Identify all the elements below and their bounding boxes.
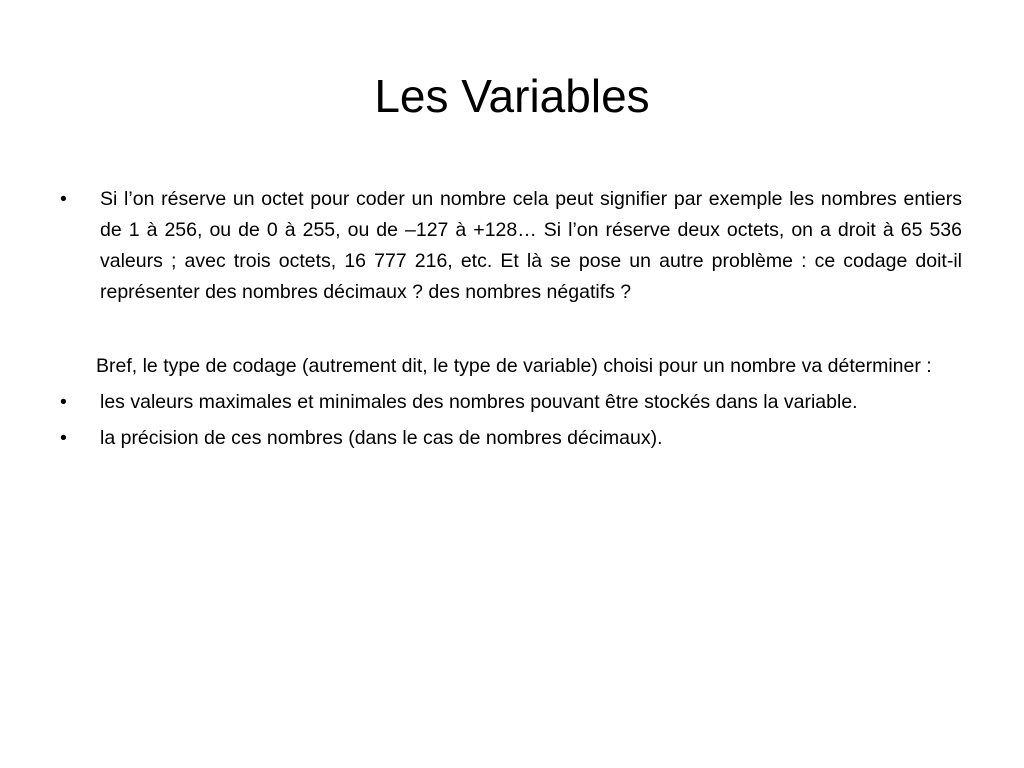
bullet-icon: • <box>60 391 67 413</box>
bullet-paragraph <box>60 387 962 418</box>
paragraph-text: Bref, le type de codage (autrement dit, le type de variable) choisi pour un nombre va déterminer : <box>96 355 932 377</box>
slide-body <box>60 184 962 454</box>
paragraph-text: les valeurs maximales et minimales des nombres pouvant être stockés dans la variable. <box>100 391 858 413</box>
paragraph-text: la précision de ces nombres (dans le cas de nombres décimaux). <box>100 427 663 449</box>
slide-title: Les Variables <box>374 70 650 122</box>
bullet-icon: • <box>60 427 67 449</box>
bullet-paragraph <box>60 184 962 308</box>
intro-paragraph <box>60 351 962 382</box>
bullet-icon: • <box>60 188 67 210</box>
bullet-paragraph <box>60 423 962 454</box>
paragraph-text: Si l’on réserve un octet pour coder un nombre cela peut signifier par exemple les nombres entiers de 1 à 256, ou de 0 à 255, ou de –127 à +128… Si l’on réserve deux octets, on a droit à 65 536 valeurs ; avec trois octets, 16 777 216, etc. Et là se pose un autre problème : ce codage doit-il représenter des nombres décimaux ? des nombres négatifs ? <box>100 188 962 303</box>
